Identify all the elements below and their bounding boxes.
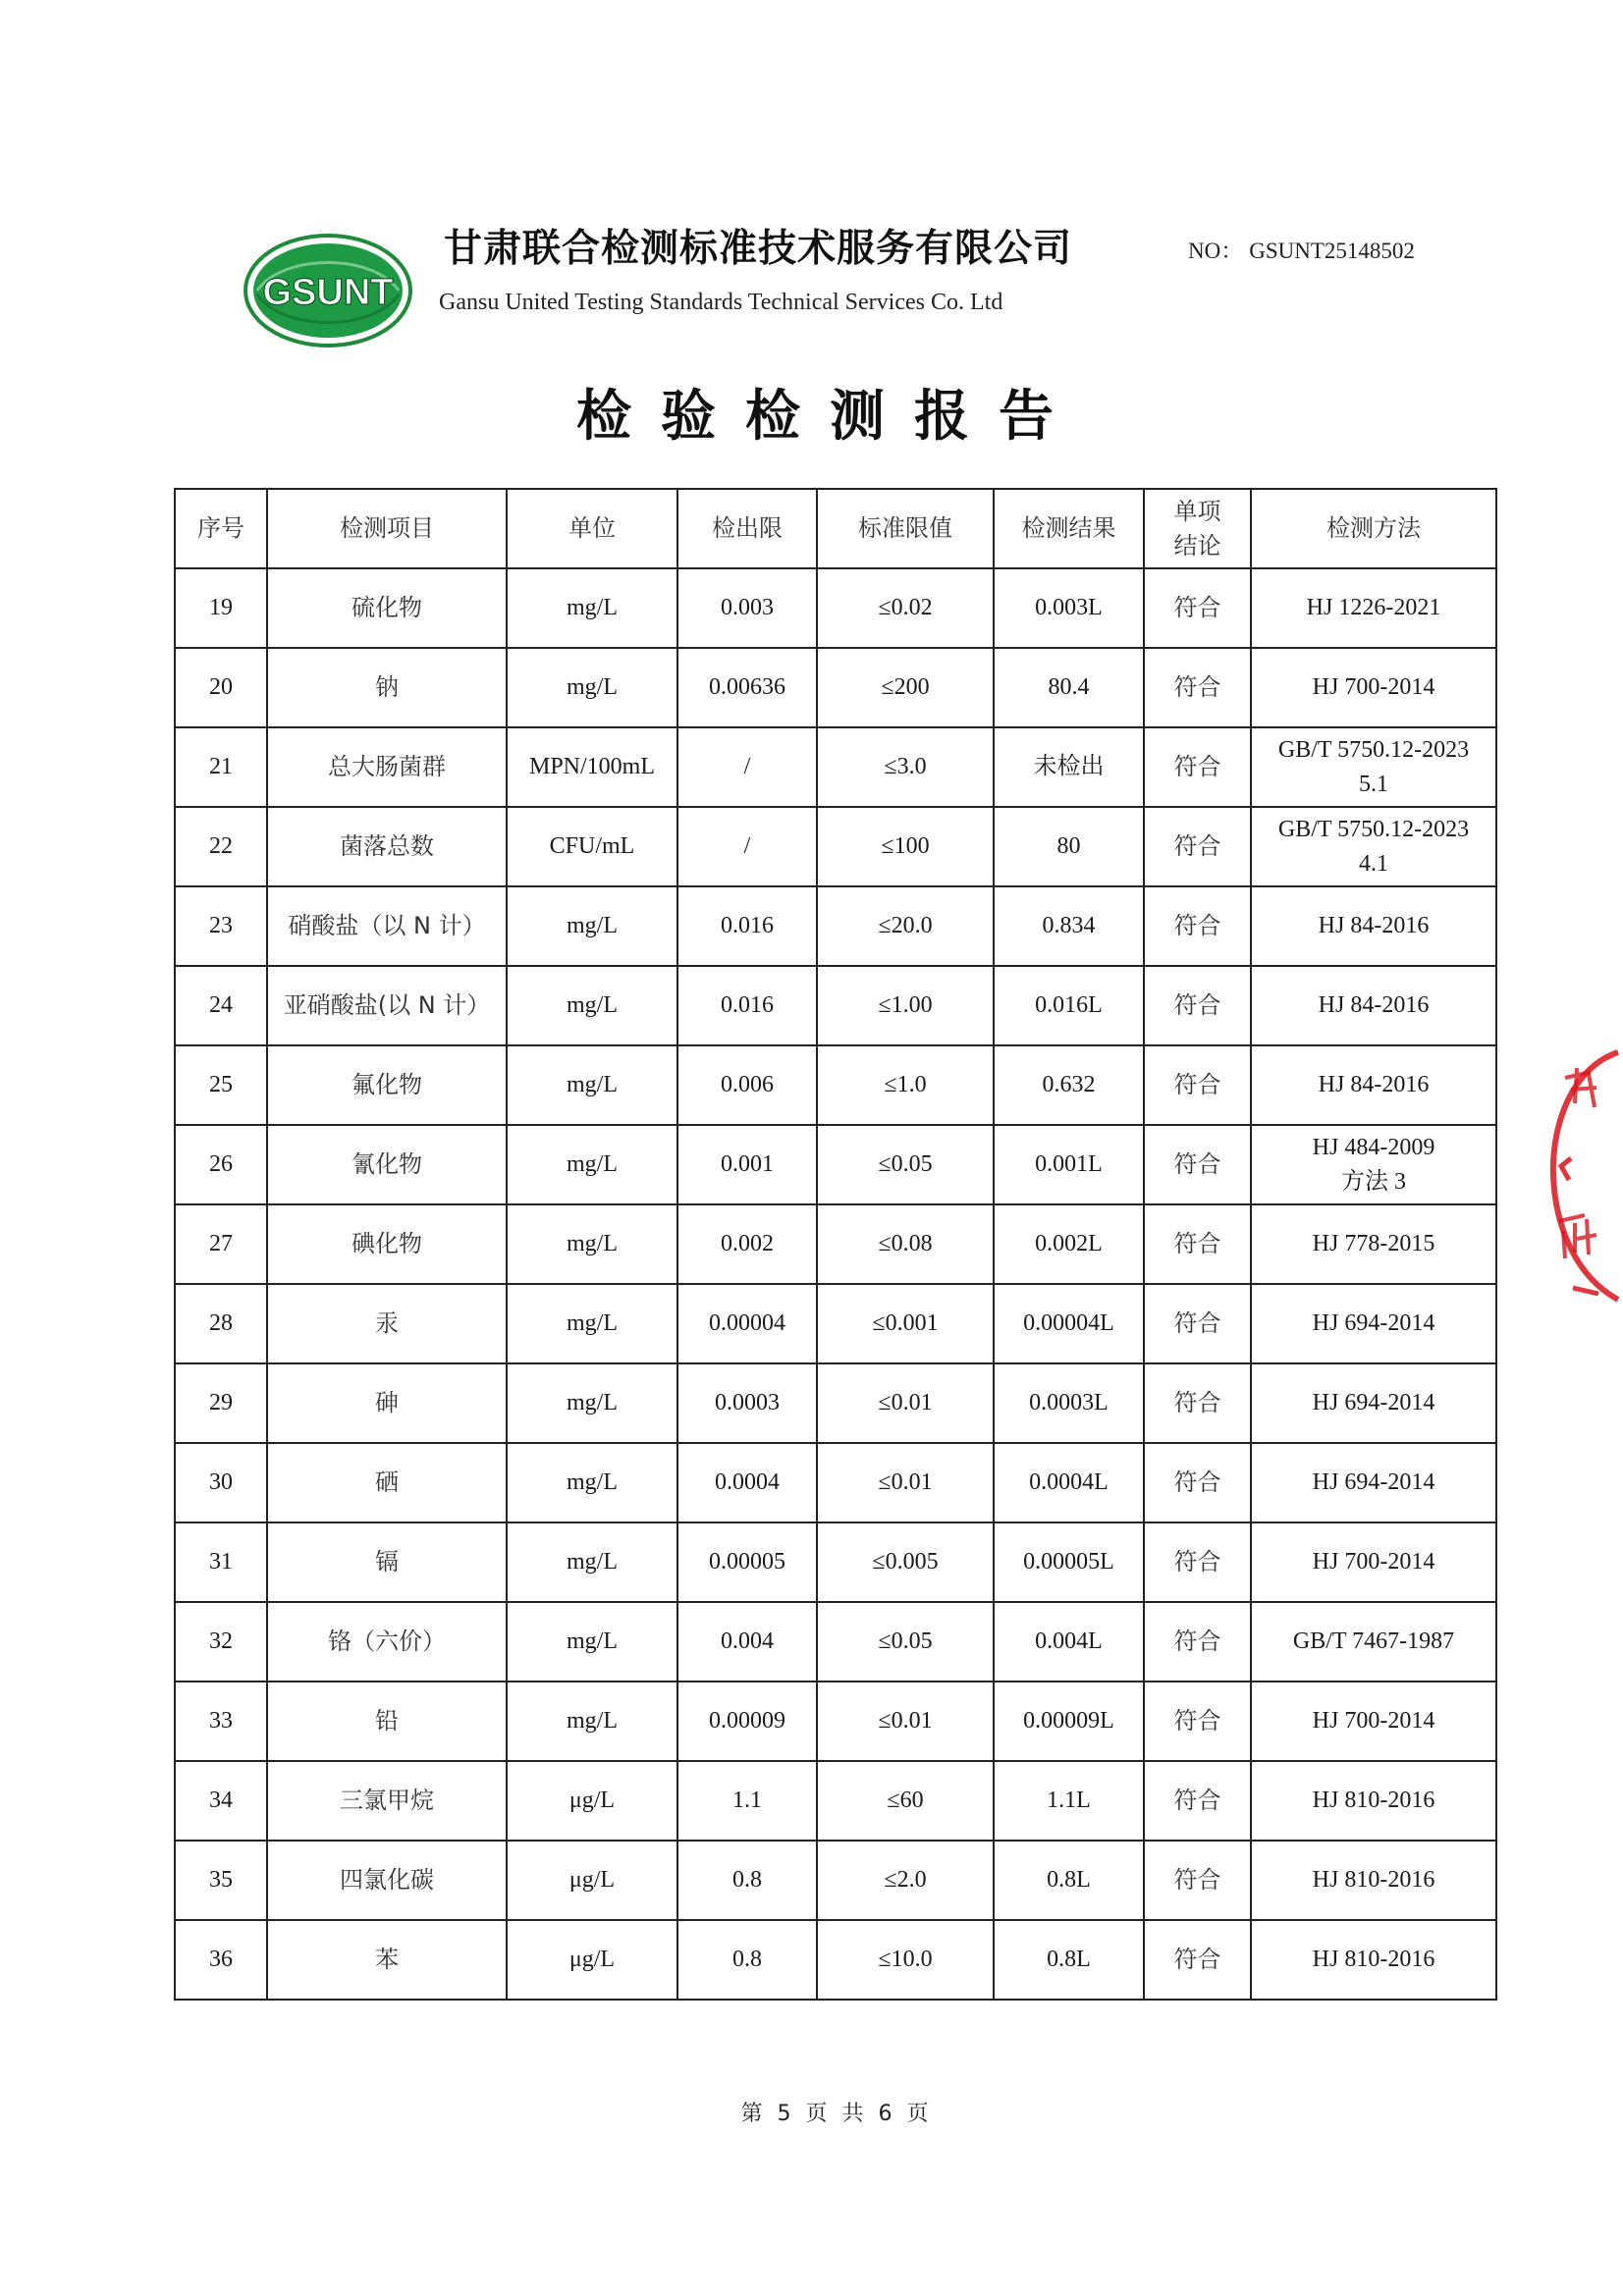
cell-lod: / [677, 727, 817, 807]
cell-limit: ≤0.01 [817, 1443, 994, 1522]
cell-limit: ≤0.05 [817, 1602, 994, 1682]
cell-result: 1.1L [994, 1761, 1144, 1841]
cell-unit: mg/L [507, 1045, 677, 1125]
cell-no: 25 [175, 1045, 267, 1125]
cell-item: 氟化物 [267, 1045, 507, 1125]
cell-no: 19 [175, 568, 267, 648]
cell-lod: 0.003 [677, 568, 817, 648]
cell-lod: 0.00004 [677, 1284, 817, 1363]
cell-lod: 0.001 [677, 1125, 817, 1204]
cell-unit: mg/L [507, 1284, 677, 1363]
cell-verdict: 符合 [1144, 1761, 1251, 1841]
cell-result: 0.8L [994, 1920, 1144, 2000]
cell-method: HJ 1226-2021 [1251, 568, 1496, 648]
cell-result: 0.00009L [994, 1682, 1144, 1761]
cell-method: HJ 84-2016 [1251, 1045, 1496, 1125]
cell-method [1251, 1125, 1496, 1204]
cell-limit: ≤0.02 [817, 568, 994, 648]
cell-item: 亚硝酸盐(以 N 计） [267, 966, 507, 1045]
cell-no: 36 [175, 1920, 267, 2000]
cell-verdict: 符合 [1144, 1284, 1251, 1363]
cell-unit: mg/L [507, 1682, 677, 1761]
cell-no: 22 [175, 807, 267, 886]
official-seal-fragment [1532, 1048, 1620, 1304]
cell-lod: 0.0003 [677, 1363, 817, 1443]
cell-unit: μg/L [507, 1920, 677, 2000]
cell-item: 铬（六价） [267, 1602, 507, 1682]
cell-limit: ≤1.00 [817, 966, 994, 1045]
cell-result: 0.004L [994, 1602, 1144, 1682]
cell-item: 三氯甲烷 [267, 1761, 507, 1841]
cell-item: 四氯化碳 [267, 1841, 507, 1920]
cell-no: 26 [175, 1125, 267, 1204]
cell-verdict: 符合 [1144, 1204, 1251, 1284]
table-row [175, 1363, 1496, 1443]
cell-unit: mg/L [507, 1443, 677, 1522]
cell-verdict: 符合 [1144, 727, 1251, 807]
cell-lod: 0.016 [677, 886, 817, 966]
cell-verdict: 符合 [1144, 807, 1251, 886]
results-table [174, 488, 1497, 2001]
cell-result: 80 [994, 807, 1144, 886]
company-logo [243, 234, 412, 347]
cell-unit: mg/L [507, 966, 677, 1045]
cell-result: 0.00005L [994, 1522, 1144, 1602]
cell-no: 35 [175, 1841, 267, 1920]
cell-unit: mg/L [507, 1204, 677, 1284]
col-header-item: 检测项目 [267, 489, 507, 568]
cell-verdict: 符合 [1144, 568, 1251, 648]
cell-item: 总大肠菌群 [267, 727, 507, 807]
cell-verdict: 符合 [1144, 1841, 1251, 1920]
cell-lod: 0.00636 [677, 648, 817, 727]
cell-no: 33 [175, 1682, 267, 1761]
table-row [175, 1045, 1496, 1125]
report-number-value: GSUNT25148502 [1249, 239, 1415, 263]
cell-method: HJ 694-2014 [1251, 1284, 1496, 1363]
cell-item: 硫化物 [267, 568, 507, 648]
cell-result: 0.002L [994, 1204, 1144, 1284]
cell-result: 0.0004L [994, 1443, 1144, 1522]
table-row [175, 807, 1496, 886]
cell-no: 24 [175, 966, 267, 1045]
cell-method: HJ 694-2014 [1251, 1443, 1496, 1522]
cell-limit: ≤1.0 [817, 1045, 994, 1125]
table-row [175, 1602, 1496, 1682]
col-header-no: 序号 [175, 489, 267, 568]
cell-verdict: 符合 [1144, 1920, 1251, 2000]
cell-method [1251, 807, 1496, 886]
cell-method: HJ 84-2016 [1251, 966, 1496, 1045]
cell-lod: 0.8 [677, 1920, 817, 2000]
page-footer [0, 2097, 1623, 2127]
cell-limit: ≤0.01 [817, 1682, 994, 1761]
table-row [175, 1920, 1496, 2000]
cell-method: HJ 84-2016 [1251, 886, 1496, 966]
col-header-limit: 标准限值 [817, 489, 994, 568]
table-row [175, 1443, 1496, 1522]
cell-lod: 0.004 [677, 1602, 817, 1682]
cell-unit: mg/L [507, 1522, 677, 1602]
seal-mark-4 [1573, 1288, 1598, 1294]
cell-limit: ≤2.0 [817, 1841, 994, 1920]
results-table-container [174, 488, 1495, 2001]
cell-unit: CFU/mL [507, 807, 677, 886]
cell-limit: ≤0.005 [817, 1522, 994, 1602]
cell-no: 20 [175, 648, 267, 727]
cell-result: 0.8L [994, 1841, 1144, 1920]
cell-lod: 0.0004 [677, 1443, 817, 1522]
cell-unit: mg/L [507, 1125, 677, 1204]
table-header-row [175, 489, 1496, 568]
col-header-verdict-line2: 结论 [1173, 531, 1221, 560]
cell-method: HJ 778-2015 [1251, 1204, 1496, 1284]
cell-verdict: 符合 [1144, 1443, 1251, 1522]
cell-item: 铅 [267, 1682, 507, 1761]
cell-result: 0.003L [994, 568, 1144, 648]
table-row [175, 886, 1496, 966]
table-body [175, 568, 1496, 2000]
seal-mark-3 [1559, 1215, 1596, 1258]
table-row [175, 966, 1496, 1045]
table-row [175, 1284, 1496, 1363]
cell-verdict: 符合 [1144, 1522, 1251, 1602]
cell-method: HJ 694-2014 [1251, 1363, 1496, 1443]
cell-limit: ≤20.0 [817, 886, 994, 966]
cell-no: 32 [175, 1602, 267, 1682]
cell-no: 27 [175, 1204, 267, 1284]
cell-item: 硝酸盐（以 N 计） [267, 886, 507, 966]
cell-no: 31 [175, 1522, 267, 1602]
cell-lod: 0.00009 [677, 1682, 817, 1761]
cell-limit: ≤0.08 [817, 1204, 994, 1284]
table-row [175, 1522, 1496, 1602]
cell-result: 0.001L [994, 1125, 1144, 1204]
cell-no: 29 [175, 1363, 267, 1443]
cell-verdict: 符合 [1144, 886, 1251, 966]
cell-result: 0.016L [994, 966, 1144, 1045]
cell-no: 34 [175, 1761, 267, 1841]
cell-limit: ≤200 [817, 648, 994, 727]
cell-unit: mg/L [507, 1363, 677, 1443]
cell-method [1251, 727, 1496, 807]
cell-verdict: 符合 [1144, 1363, 1251, 1443]
cell-item: 汞 [267, 1284, 507, 1363]
cell-unit: μg/L [507, 1841, 677, 1920]
logo-text: GSUNT [262, 272, 394, 313]
col-header-verdict-line1: 单项 [1173, 497, 1221, 525]
table-row [175, 568, 1496, 648]
table-row [175, 1761, 1496, 1841]
cell-lod: 0.016 [677, 966, 817, 1045]
seal-mark-2 [1561, 1158, 1571, 1180]
col-header-result: 检测结果 [994, 489, 1144, 568]
col-header-method: 检测方法 [1251, 489, 1496, 568]
cell-lod: 0.8 [677, 1841, 817, 1920]
table-row [175, 1682, 1496, 1761]
company-name-cn: 甘肃联合检测标准技术服务有限公司 [444, 227, 1073, 271]
page-label-suffix: 页 [906, 2102, 929, 2126]
cell-method: GB/T 7467-1987 [1251, 1602, 1496, 1682]
company-name-en: Gansu United Testing Standards Technical Services Co. Ltd [439, 290, 1003, 315]
cell-lod: / [677, 807, 817, 886]
cell-unit: mg/L [507, 1602, 677, 1682]
cell-unit: mg/L [507, 886, 677, 966]
page-current: 5 [777, 2102, 791, 2126]
cell-item: 砷 [267, 1363, 507, 1443]
cell-limit: ≤3.0 [817, 727, 994, 807]
cell-item: 硒 [267, 1443, 507, 1522]
cell-lod: 0.006 [677, 1045, 817, 1125]
cell-verdict: 符合 [1144, 648, 1251, 727]
page-label-mid: 页 共 [805, 2102, 864, 2126]
report-number [1188, 233, 1415, 265]
cell-unit: mg/L [507, 568, 677, 648]
cell-result: 0.632 [994, 1045, 1144, 1125]
cell-method-line1: GB/T 5750.12-2023 [1277, 816, 1470, 842]
cell-no: 28 [175, 1284, 267, 1363]
table-row [175, 1125, 1496, 1204]
cell-verdict: 符合 [1144, 1602, 1251, 1682]
cell-item: 碘化物 [267, 1204, 507, 1284]
table-row [175, 648, 1496, 727]
cell-unit: MPN/100mL [507, 727, 677, 807]
cell-limit: ≤0.001 [817, 1284, 994, 1363]
cell-limit: ≤100 [817, 807, 994, 886]
col-header-verdict [1144, 489, 1251, 568]
cell-method-line1: HJ 484-2009 [1312, 1134, 1435, 1160]
cell-limit: ≤60 [817, 1761, 994, 1841]
cell-no: 23 [175, 886, 267, 966]
cell-method-line1: GB/T 5750.12-2023 [1277, 736, 1470, 763]
cell-method: HJ 700-2014 [1251, 648, 1496, 727]
cell-result: 0.00004L [994, 1284, 1144, 1363]
cell-item: 氰化物 [267, 1125, 507, 1204]
cell-no: 30 [175, 1443, 267, 1522]
col-header-unit: 单位 [507, 489, 677, 568]
cell-verdict: 符合 [1144, 966, 1251, 1045]
cell-result: 未检出 [994, 727, 1144, 807]
cell-result: 0.834 [994, 886, 1144, 966]
cell-method: HJ 810-2016 [1251, 1841, 1496, 1920]
cell-method-line2: 5.1 [1359, 771, 1388, 797]
cell-result: 80.4 [994, 648, 1144, 727]
cell-verdict: 符合 [1144, 1045, 1251, 1125]
cell-method-line2: 4.1 [1359, 850, 1388, 877]
cell-verdict: 符合 [1144, 1682, 1251, 1761]
cell-limit: ≤10.0 [817, 1920, 994, 2000]
cell-lod: 1.1 [677, 1761, 817, 1841]
cell-method: HJ 700-2014 [1251, 1522, 1496, 1602]
cell-lod: 0.00005 [677, 1522, 817, 1602]
cell-item: 钠 [267, 648, 507, 727]
report-number-label: NO： [1188, 239, 1244, 263]
cell-lod: 0.002 [677, 1204, 817, 1284]
table-row [175, 1841, 1496, 1920]
page-total: 6 [878, 2102, 893, 2126]
report-title: 检验检测报告 [576, 385, 1083, 449]
cell-method: HJ 700-2014 [1251, 1682, 1496, 1761]
cell-method: HJ 810-2016 [1251, 1920, 1496, 2000]
cell-unit: μg/L [507, 1761, 677, 1841]
col-header-lod: 检出限 [677, 489, 817, 568]
table-row [175, 727, 1496, 807]
cell-unit: mg/L [507, 648, 677, 727]
cell-item: 镉 [267, 1522, 507, 1602]
cell-no: 21 [175, 727, 267, 807]
table-row [175, 1204, 1496, 1284]
cell-item: 苯 [267, 1920, 507, 2000]
page-label-prefix: 第 [740, 2102, 763, 2126]
cell-method: HJ 810-2016 [1251, 1761, 1496, 1841]
cell-item: 菌落总数 [267, 807, 507, 886]
cell-result: 0.0003L [994, 1363, 1144, 1443]
cell-verdict: 符合 [1144, 1125, 1251, 1204]
cell-method-line2: 方法 3 [1341, 1168, 1406, 1195]
cell-limit: ≤0.05 [817, 1125, 994, 1204]
cell-limit: ≤0.01 [817, 1363, 994, 1443]
